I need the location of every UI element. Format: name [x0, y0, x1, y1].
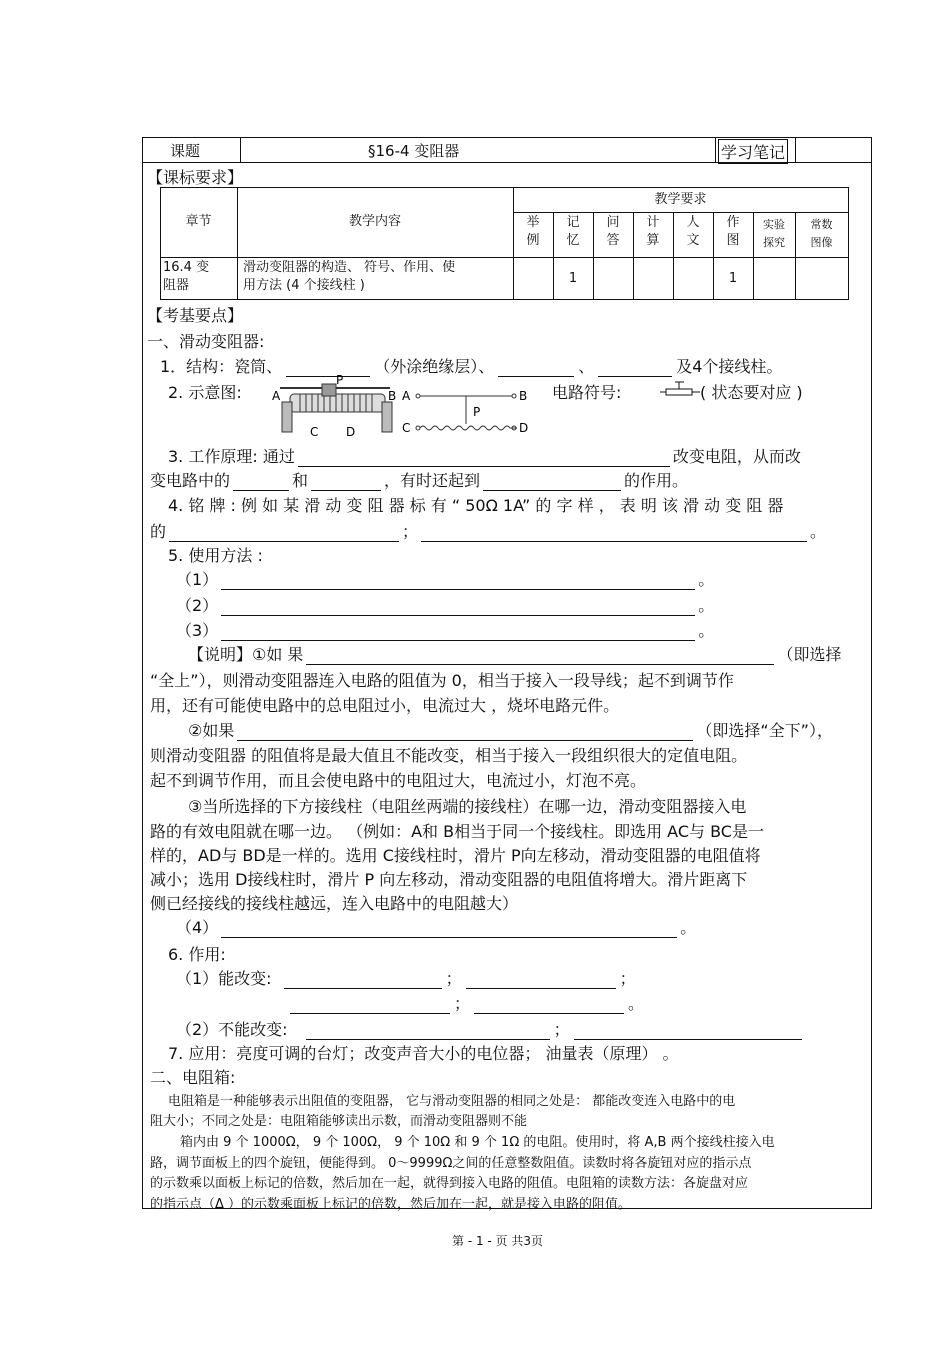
explain-10: 减小；选用 D接线柱时，滑片 P 向左移动，滑动变阻器的电阻值将增大。滑片距离下 — [150, 870, 748, 889]
explain-6: 起不到调节作用，而且会使电路中的电阻过大，电流过小，灯泡不亮。 — [150, 771, 647, 790]
explain-8: 路的有效电阻就在哪一边。 （例如：A和 B相当于同一个接线柱。即选用 AC与 BC是一 — [150, 822, 764, 841]
svg-text:P: P — [473, 405, 481, 419]
box-line-4: 路，调节面板上的四个旋钮，便能得到。 0～9999Ω之间的任意整数阻值。读数时将各旋钮对应的指示点 — [150, 1156, 752, 1171]
principle-line2: 变电路中的 和 ，有时还起到 的作用。 — [150, 471, 689, 490]
explain-11: 侧已经接线的接线柱越远，连入电路中的电阻越大） — [150, 894, 519, 913]
terminal-c-label: C — [310, 425, 319, 439]
subcol-humanities: 人 文 — [686, 215, 700, 248]
frame-left — [142, 137, 143, 1209]
usage-item-1: （1） 。 — [176, 570, 715, 589]
col-chapter: 章节 — [185, 214, 212, 229]
rheostat-diagram — [270, 374, 532, 442]
col-requirements: 教学要求 — [654, 192, 707, 207]
explain-2: “全上”），则滑动变阻器连入电路的阻值为 0，相当于接入一段导线；起不到调节作 — [150, 671, 734, 690]
explain-9: 样的，AD与 BD是一样的。选用 C接线柱时，滑片 P向左移动，滑动变阻器的电阻值将 — [150, 846, 761, 865]
subcol-calc: 计 算 — [646, 215, 660, 248]
subcol-memory: 记 忆 — [566, 215, 580, 248]
header-sep2 — [715, 137, 716, 162]
usage-item-2: （2） 。 — [176, 596, 715, 615]
row-val-drawing: 1 — [728, 271, 738, 286]
rheostat-symbol-icon — [660, 380, 700, 398]
svg-text:B: B — [519, 389, 528, 403]
header-sep3 — [795, 137, 796, 162]
svg-text:A: A — [402, 389, 411, 403]
explain-5: 则滑动变阻器 的阻值将是最大值且不能改变，相当于接入一段组织很大的定值电阻。 — [150, 746, 748, 765]
function-cannot-change: （2）不能改变: ； — [176, 1017, 806, 1040]
box-line-1: 电阻箱是一种能够表示出阻值的变阻器， 它与滑动变阻器的相同之处是： 都能改变连入电路中的电 — [168, 1094, 736, 1109]
section-rheostat-heading: 一、滑动变阻器: — [147, 332, 265, 351]
topic-label: 课题 — [170, 142, 201, 160]
box-line-6: 的指示点（Δ ）的示数乘面板上标记的倍数，然后加在一起，就是接入电路的阻值。 — [150, 1197, 632, 1212]
section-keypoints: 【考基要点】 — [147, 306, 244, 325]
header-sep1 — [240, 137, 241, 162]
function-can-change-1: （1）能改变: ； ； — [176, 969, 636, 988]
explain-7: ③当所选择的下方接线柱（电阻丝两端的接线柱）在哪一边，滑动变阻器接入电 — [188, 797, 747, 816]
subcol-drawing: 作 图 — [726, 215, 740, 248]
slider-p-label: P — [336, 374, 344, 387]
svg-text:D: D — [519, 421, 529, 435]
usage-item-4: （4） 。 — [176, 918, 697, 937]
subcol-constants: 常数 图像 — [810, 218, 833, 249]
section-resistance-box: 二、电阻箱: — [150, 1068, 236, 1087]
terminal-a-label: A — [272, 389, 281, 403]
explain-3: 用，还有可能使电路中的总电阻过小，电流过大 ，烧坏电路元件。 — [150, 696, 620, 715]
application-line: 7. 应用：亮度可调的台灯；改变声音大小的电位器； 油量表（原理） 。 — [168, 1044, 679, 1063]
row-content: 滑动变阻器的构造、 符号、作用、使 用方法 (4 个接线柱 ) — [243, 260, 456, 293]
study-notes-label: 学习笔记 — [718, 139, 788, 164]
function-heading: 6. 作用: — [168, 945, 226, 964]
subcol-example: 举 例 — [526, 215, 540, 248]
explain-1: 【说明】①如 果 （即选择 — [188, 645, 842, 664]
subcol-experiment: 实验 探究 — [763, 218, 785, 249]
box-line-2: 阻大小；不同之处是：电阻箱能够读出示数，而滑动变阻器则不能 — [150, 1114, 528, 1129]
page-title: §16-4 变阻器 — [368, 142, 460, 160]
terminal-d-label: D — [346, 425, 356, 439]
usage-heading: 5. 使用方法 : — [168, 546, 263, 565]
explain-4: ②如果 （即选择“全下”）， — [188, 721, 833, 740]
nameplate-line1: 4. 铭 牌 : 例 如 某 滑 动 变 阻 器 标 有 “ 50Ω 1A” 的 字 样 ， 表 明 该 滑 动 变 阻 器 — [168, 496, 784, 515]
page-footer: 第 - 1 - 页 共3页 — [452, 1234, 544, 1248]
box-line-3: 箱内由 9 个 1000Ω， 9 个 100Ω， 9 个 10Ω 和 9 个 1Ω 的电阻。使用时，将 A,B 两个接线柱接入电 — [180, 1135, 775, 1150]
row-val-memory: 1 — [568, 271, 578, 286]
state-note: ( 状态要对应 ) — [700, 383, 803, 402]
function-can-change-2: ； 。 — [290, 991, 644, 1014]
box-line-5: 的示数乘以面板上标记的倍数，然后加在一起，就得到接入电路的阻值。电阻箱的读数方法：各旋盘对应 — [150, 1176, 749, 1191]
frame-top — [142, 137, 872, 138]
diagram-label: 2. 示意图: — [168, 383, 242, 402]
nameplate-line2: 的 ； 。 — [150, 522, 827, 541]
circuit-symbol-label: 电路符号: — [552, 383, 622, 402]
usage-item-3: （3） 。 — [176, 621, 715, 640]
section-curriculum: 【课标要求】 — [147, 168, 244, 187]
principle-line1: 3. 工作原理: 通过 改变电阻，从而改 — [168, 447, 801, 466]
row-chapter: 16.4 变 阻器 — [163, 260, 210, 293]
structure-line: 1．结构：瓷筒、 （外涂绝缘层）、 、 及4个接线柱。 — [160, 357, 783, 376]
col-content: 教学内容 — [348, 214, 401, 229]
subcol-qa: 问 答 — [606, 215, 620, 248]
terminal-b-label: B — [388, 389, 397, 403]
svg-text:C: C — [402, 421, 411, 435]
frame-right — [871, 137, 872, 1209]
